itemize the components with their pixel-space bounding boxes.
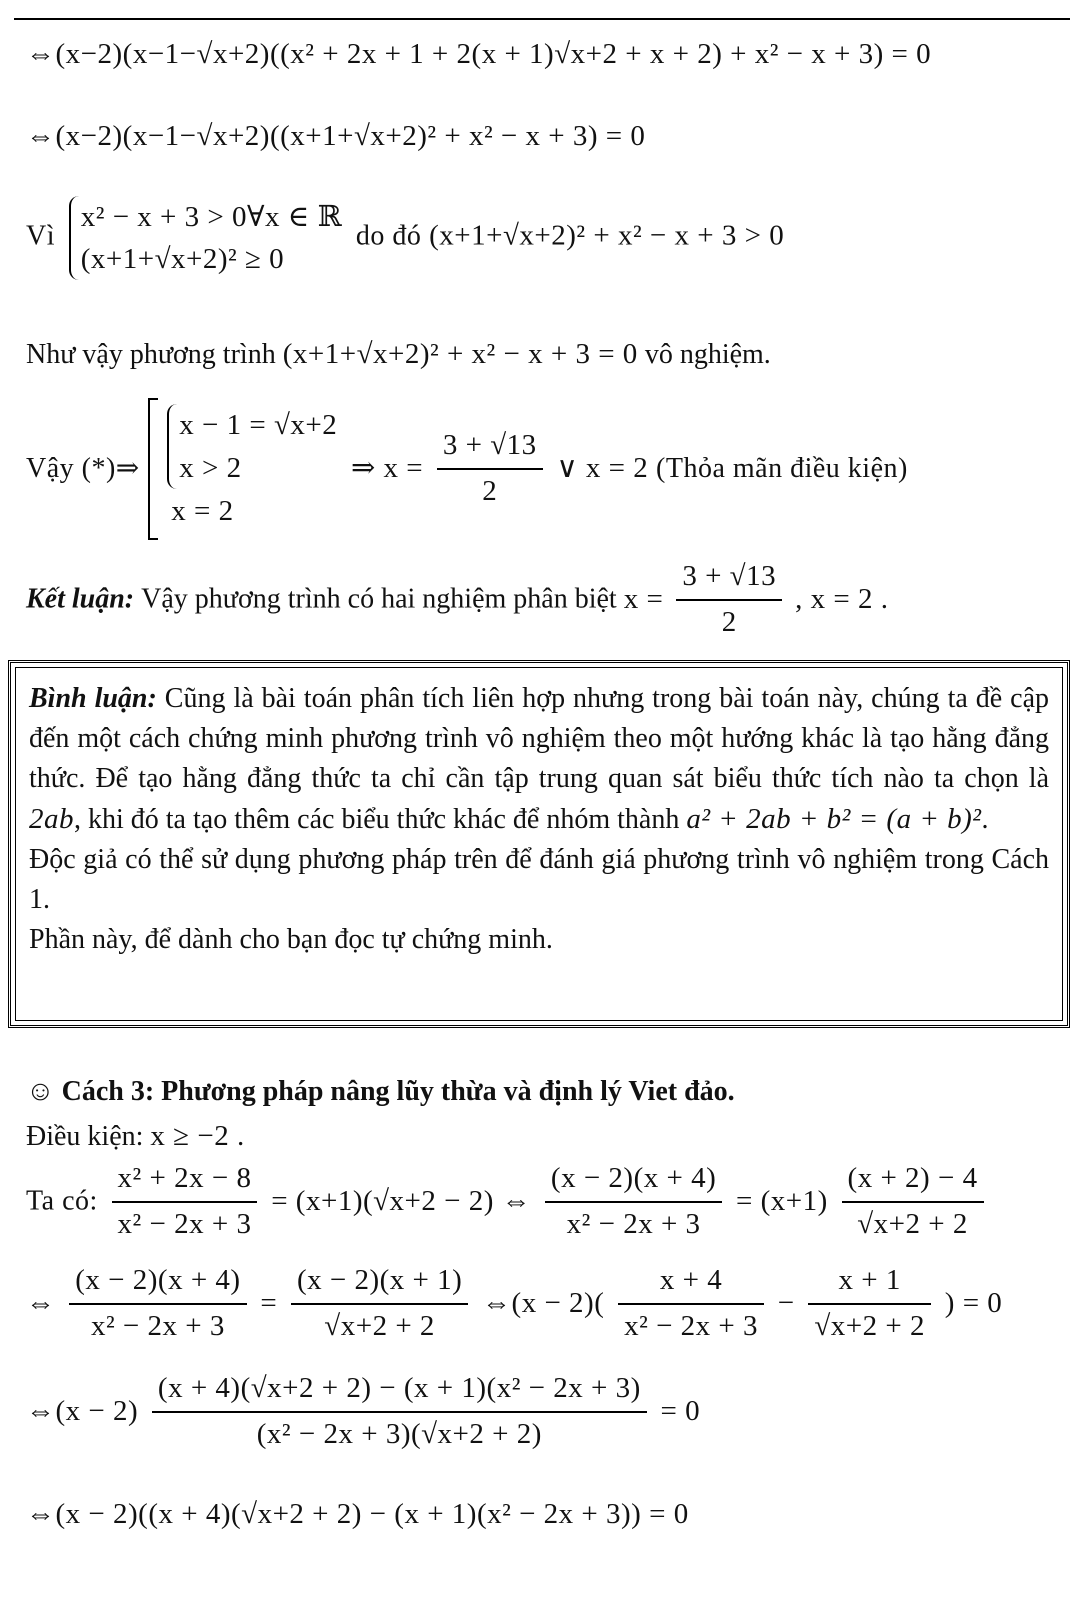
line-3-prefix: ⇔(x − 2) bbox=[26, 1394, 139, 1427]
ta-co-label: Ta có: bbox=[26, 1185, 98, 1217]
line-2-fraction-1-den: x² − 2x + 3 bbox=[90, 1309, 225, 1342]
line-2-equals: = bbox=[260, 1286, 278, 1319]
ket-luan-numerator: 3 + √13 bbox=[676, 558, 782, 601]
line-2-fraction-2 bbox=[291, 1262, 468, 1345]
vay-fraction-denominator: 2 bbox=[482, 475, 498, 507]
vay-note: (Thỏa mãn điều kiện) bbox=[656, 452, 908, 484]
comment-paragraph-1 bbox=[29, 679, 1049, 840]
line-2-middle: ⇔(x − 2)( bbox=[482, 1286, 605, 1319]
comment-label: Bình luận: bbox=[29, 683, 157, 714]
ta-co-middle: = (x+1)(√x+2 − 2) ⇔ bbox=[271, 1184, 532, 1217]
ta-co-fraction-3 bbox=[842, 1160, 984, 1243]
method-3-heading bbox=[26, 1074, 1058, 1110]
ket-luan-denominator: 2 bbox=[721, 605, 737, 638]
ta-co-fraction-1-den: x² − 2x + 3 bbox=[117, 1207, 252, 1240]
line-3-fraction-num: (x + 4)(√x+2 + 2) − (x + 1)(x² − 2x + 3) bbox=[152, 1370, 647, 1413]
ta-co-fraction-2 bbox=[545, 1160, 722, 1243]
vay-case-1: x − 1 = √x+2 bbox=[179, 409, 338, 442]
comment-paragraph-3: Phần này, để dành cho bạn đọc tự chứng minh. bbox=[29, 924, 553, 955]
method-3-line-4 bbox=[26, 1496, 1058, 1534]
ket-luan-text: Vậy phương trình có hai nghiệm phân biệt bbox=[141, 583, 617, 615]
condition-line bbox=[26, 1118, 1058, 1156]
comment-text-1b: , khi đó ta tạo thêm các biểu thức khác để nhóm thành bbox=[74, 804, 680, 835]
comment-2ab: 2ab bbox=[29, 803, 74, 835]
nhu-vay-end: vô nghiệm. bbox=[644, 339, 771, 370]
ket-luan-label: Kết luận: bbox=[26, 583, 135, 615]
line-2-prefix: ⇔ bbox=[26, 1286, 56, 1319]
ket-luan-x: x = bbox=[623, 582, 664, 615]
line-2-fraction-2-den: √x+2 + 2 bbox=[324, 1309, 435, 1342]
ket-luan-tail: , x = 2 . bbox=[795, 582, 889, 615]
ket-luan-fraction bbox=[676, 558, 782, 641]
ta-co-fraction-2-den: x² − 2x + 3 bbox=[566, 1207, 701, 1240]
vay-bracket-group bbox=[148, 398, 344, 540]
nhu-vay-equation: (x+1+√x+2)² + x² − x + 3 = 0 bbox=[282, 338, 638, 370]
line-3-fraction-den: (x² − 2x + 3)(√x+2 + 2) bbox=[256, 1417, 542, 1450]
top-rule bbox=[14, 18, 1070, 20]
vi-word: Vì bbox=[26, 220, 55, 252]
line-2-fraction-3-den: x² − 2x + 3 bbox=[624, 1309, 759, 1342]
line-2-fraction-3-num: x + 4 bbox=[618, 1262, 764, 1305]
equation-line-2-text: ⇔(x−2)(x−1−√x+2)((x+1+√x+2)² + x² − x + 3) = 0 bbox=[26, 120, 646, 152]
vay-label: Vậy (*)⇒ bbox=[26, 452, 140, 484]
vi-case-2: (x+1+√x+2)² ≥ 0 bbox=[80, 243, 285, 276]
method-3-line-3 bbox=[26, 1370, 1058, 1453]
vi-result: (x+1+√x+2)² + x² − x + 3 > 0 bbox=[429, 219, 785, 252]
line-2-fraction-3 bbox=[618, 1262, 764, 1345]
vay-cases bbox=[165, 404, 343, 533]
condition-expression: x ≥ −2 . bbox=[150, 1120, 245, 1152]
comment-text-1-end: . bbox=[981, 804, 989, 835]
comment-text-1a: Cũng là bài toán phân tích liên hợp nhưng trong bài toán này, chúng ta đề cập đến một cách chứng minh phương trình vô nghiệm theo một hướng khác là tạo hằng đẳng thức. Để tạo hằng đẳng thức ta chỉ cần tập trung quan sát biểu thức tích nào ta chọn là bbox=[29, 683, 1049, 794]
line-2-fraction-4 bbox=[808, 1262, 931, 1345]
line-2-fraction-1-num: (x − 2)(x + 4) bbox=[69, 1262, 246, 1305]
vi-case-1: x² − x + 3 > 0∀x ∈ ℝ bbox=[80, 201, 343, 233]
equation-line-2 bbox=[26, 118, 1058, 156]
vay-case-2: x > 2 bbox=[179, 451, 242, 484]
ta-co-fraction-1 bbox=[112, 1160, 258, 1243]
line-2-minus: − bbox=[777, 1286, 795, 1319]
ta-co-fraction-1-num: x² + 2x − 8 bbox=[112, 1160, 258, 1203]
nhu-vay-text: Như vậy phương trình bbox=[26, 339, 276, 370]
line-2-end: ) = 0 bbox=[944, 1286, 1003, 1319]
nhu-vay-line bbox=[26, 336, 1058, 374]
comment-identity: a² + 2ab + b² = (a + b)² bbox=[686, 803, 982, 835]
line-3-end: = 0 bbox=[660, 1394, 701, 1427]
ta-co-fraction-3-den: √x+2 + 2 bbox=[857, 1207, 968, 1240]
vay-brace bbox=[167, 404, 337, 488]
ta-co-line bbox=[26, 1160, 1058, 1243]
condition-label: Điều kiện: bbox=[26, 1121, 144, 1152]
equation-line-1-text: ⇔(x−2)(x−1−√x+2)((x² + 2x + 1 + 2(x + 1)√x+2 + x + 2) + x² − x + 3) = 0 bbox=[26, 38, 932, 70]
ta-co-fraction-2-num: (x − 2)(x + 4) bbox=[545, 1160, 722, 1203]
ta-co-eq2: = (x+1) bbox=[736, 1184, 828, 1217]
comment-box bbox=[8, 660, 1070, 1028]
vay-square-bracket bbox=[148, 398, 158, 540]
method-3-line-2 bbox=[26, 1262, 1058, 1345]
ta-co-fraction-3-num: (x + 2) − 4 bbox=[842, 1160, 984, 1203]
comment-content bbox=[29, 679, 1049, 960]
vay-system bbox=[26, 398, 1058, 540]
line-2-fraction-1 bbox=[69, 1262, 246, 1345]
line-4-text: ⇔(x − 2)((x + 4)(√x+2 + 2) − (x + 1)(x² − 2x + 3)) = 0 bbox=[26, 1498, 689, 1530]
smiley-icon: ☺ bbox=[26, 1076, 55, 1107]
vay-fraction bbox=[437, 427, 543, 510]
line-3-fraction bbox=[152, 1370, 647, 1453]
line-2-fraction-2-num: (x − 2)(x + 1) bbox=[291, 1262, 468, 1305]
line-2-fraction-4-den: √x+2 + 2 bbox=[814, 1309, 926, 1342]
equation-line-1 bbox=[26, 36, 1058, 74]
comment-paragraph-2: Độc giả có thể sử dụng phương pháp trên để đánh giá phương trình vô nghiệm trong Cách 1. bbox=[29, 844, 1049, 915]
do-do-word: do đó bbox=[355, 220, 422, 252]
vay-fraction-numerator: 3 + √13 bbox=[437, 427, 543, 470]
vay-implies: ⇒ x = bbox=[351, 452, 424, 485]
ket-luan-line bbox=[26, 558, 1058, 641]
line-2-fraction-4-num: x + 1 bbox=[808, 1262, 931, 1305]
vay-or: ∨ x = 2 bbox=[556, 452, 649, 485]
vi-brace bbox=[69, 196, 342, 280]
vay-case-3: x = 2 bbox=[171, 494, 234, 527]
vi-system bbox=[26, 196, 1058, 280]
method-3-title: Cách 3: Phương pháp nâng lũy thừa và định lý Viet đảo. bbox=[61, 1076, 735, 1107]
